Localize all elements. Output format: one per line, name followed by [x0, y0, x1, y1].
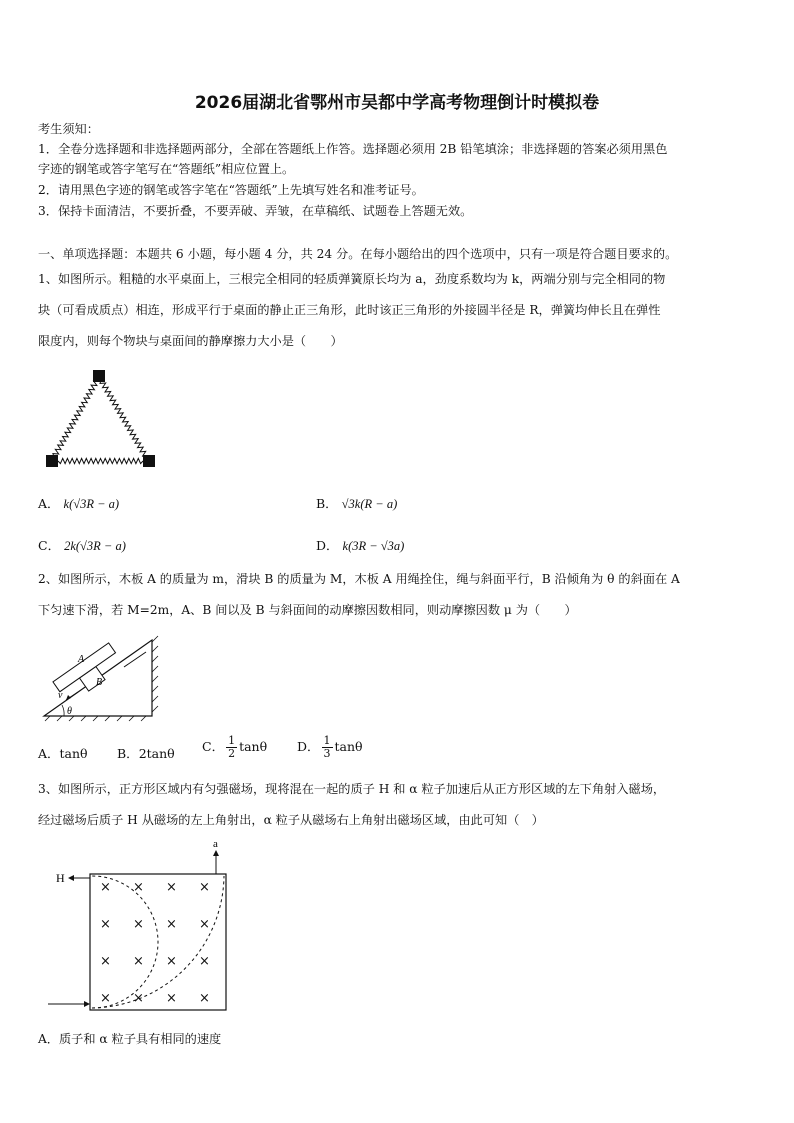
- q1-line-2: 块（可看成质点）相连，形成平行于桌面的静止正三角形，此时该正三角形的外接圆半径是 R，弹簧均伸长且在弹性: [38, 303, 661, 317]
- notice-line-4: 3．保持卡面清洁，不要折叠，不要弄破、弄皱，在草稿纸、试题卷上答题无效。: [38, 204, 473, 218]
- field-cross: ×: [199, 880, 210, 895]
- label-v: v: [58, 690, 63, 701]
- label-a: A: [78, 654, 85, 665]
- label-b: B: [96, 677, 103, 688]
- q3-line-1: 3、如图所示，正方形区域内有匀强磁场，现将混在一起的质子 H 和 α 粒子加速后从正方形区域的左下角射入磁场，: [38, 782, 666, 796]
- notice-line-1: 1．全卷分选择题和非选择题两部分，全部在答题纸上作答。选择题必须用 2B 铅笔填涂；非选择题的答案必须用黑色: [38, 142, 668, 156]
- field-cross: ×: [100, 954, 111, 969]
- field-cross: ×: [166, 880, 177, 895]
- field-cross: ×: [100, 917, 111, 932]
- q1-option-c[interactable]: C． 2k(√3R − a): [38, 538, 126, 553]
- q2-line-2: 下匀速下滑，若 M=2m，A、B 间以及 B 与斜面间的动摩擦因数相同，则动摩擦因数 μ 为（ ）: [38, 603, 577, 617]
- page-title: 2026届湖北省鄂州市吴都中学高考物理倒计时模拟卷: [194, 93, 600, 113]
- field-cross: ×: [166, 917, 177, 932]
- notice-heading: 考生须知：: [38, 122, 99, 136]
- q1-option-b[interactable]: B． √3k(R − a): [316, 496, 398, 511]
- notice-line-3: 2．请用黑色字迹的钢笔或答字笔在“答题纸”上先填写姓名和准考证号。: [38, 183, 424, 197]
- fraction-third: $\frac{1}{3}$: [323, 734, 331, 760]
- block-top: [93, 370, 105, 382]
- q1-spring-triangle-figure: [40, 364, 160, 472]
- field-cross: ×: [199, 991, 210, 1006]
- q1-line-3: 限度内，则每个物块与桌面间的静摩擦力大小是（ ）: [38, 334, 343, 348]
- block-right: [143, 455, 155, 467]
- field-cross: ×: [100, 880, 111, 895]
- notice-line-2: 字迹的钢笔或答字笔写在“答题纸”相应位置上。: [38, 162, 295, 176]
- field-cross: ×: [133, 954, 144, 969]
- q1-option-a[interactable]: A． k(√3R − a): [38, 496, 120, 511]
- q3-magnetic-field-figure: [44, 838, 234, 1014]
- field-cross: ×: [166, 991, 177, 1006]
- field-cross: ×: [166, 954, 177, 969]
- q2-option-a[interactable]: A．tanθ: [38, 746, 88, 761]
- proton-path: [92, 876, 158, 1008]
- q2-line-1: 2、如图所示，木板 A 的质量为 m，滑块 B 的质量为 M，木板 A 用绳拴住，绳与斜面平行，B 沿倾角为 θ 的斜面在 A: [38, 572, 680, 586]
- field-cross: ×: [133, 917, 144, 932]
- label-h: H: [56, 871, 65, 885]
- q3-option-a[interactable]: A．质子和 α 粒子具有相同的速度: [38, 1032, 222, 1046]
- label-theta: θ: [67, 706, 72, 717]
- block-left: [46, 455, 58, 467]
- q2-option-b[interactable]: B．2tanθ: [117, 746, 175, 761]
- field-cross: ×: [100, 991, 111, 1006]
- label-a: a: [213, 838, 218, 850]
- section-heading: 一、单项选择题：本题共 6 小题，每小题 4 分，共 24 分。在每小题给出的四个选项中，只有一项是符合题目要求的。: [38, 247, 678, 261]
- field-cross: ×: [133, 991, 144, 1006]
- field-cross: ×: [133, 880, 144, 895]
- field-cross: ×: [199, 954, 210, 969]
- q2-option-c[interactable]: C． $\frac{1}{2}$ tanθ: [202, 734, 268, 760]
- field-cross: ×: [199, 917, 210, 932]
- q2-option-d[interactable]: D． $\frac{1}{3}$ tanθ: [297, 734, 363, 760]
- q3-line-2: 经过磁场后质子 H 从磁场的左上角射出，α 粒子从磁场右上角射出磁场区域，由此可知（ ）: [38, 813, 544, 827]
- q1-line-1: 1、如图所示。粗糙的水平桌面上，三根完全相同的轻质弹簧原长均为 a，劲度系数均为 k，两端分别与完全相同的物: [38, 272, 666, 286]
- q2-incline-figure: [40, 632, 165, 722]
- q1-option-d[interactable]: D． k(3R − √3a): [316, 538, 405, 553]
- rope: [124, 652, 146, 667]
- fraction-half: $\frac{1}{2}$: [228, 734, 236, 760]
